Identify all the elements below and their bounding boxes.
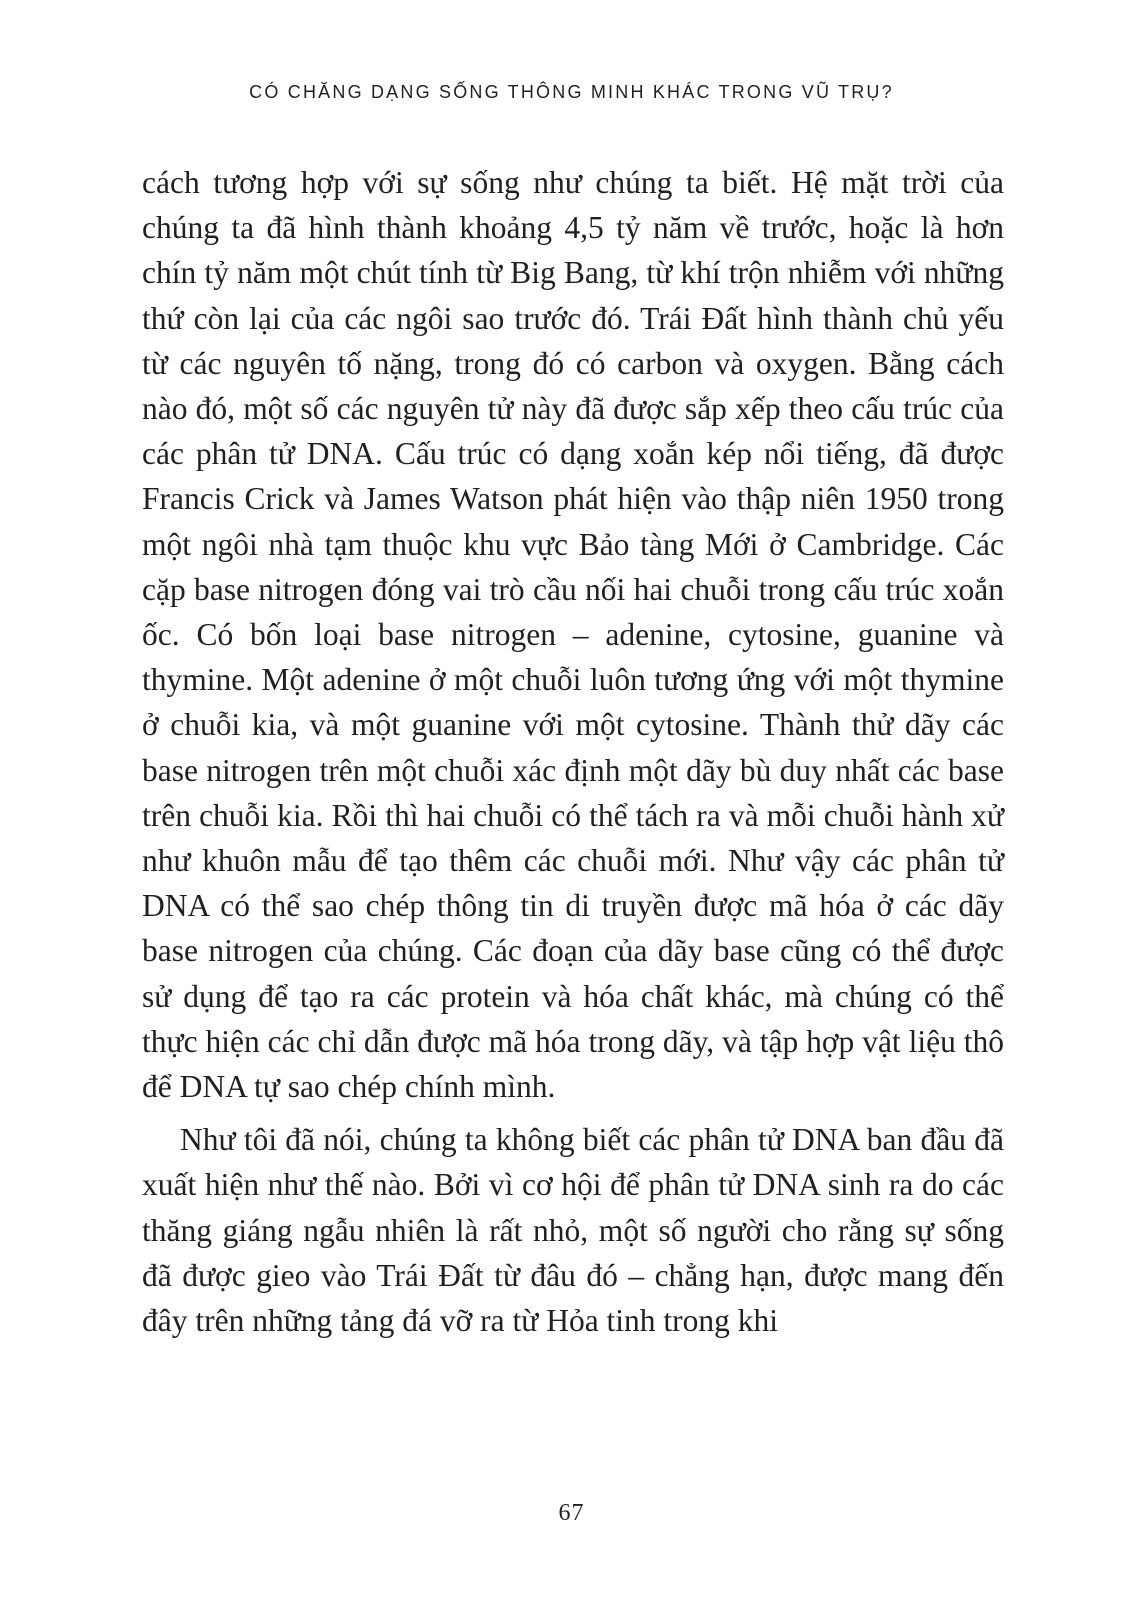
body-text [142, 160, 1004, 1343]
paragraph-continued: cách tương hợp với sự sống như chúng ta biết. Hệ mặt trời của chúng ta đã hình thành khoảng 4,5 tỷ năm về trước, hoặc là hơn chín tỷ năm một chút tính từ Big Bang, từ khí trộn nhiễm với những thứ còn lại của các ngôi sao trước đó. Trái Đất hình thành chủ yếu từ các nguyên tố nặng, trong đó có carbon và oxygen. Bằng cách nào đó, một số các nguyên tử này đã được sắp xếp theo cấu trúc của các phân tử DNA. Cấu trúc có dạng xoắn kép nổi tiếng, đã được Francis Crick và James Watson phát hiện vào thập niên 1950 trong một ngôi nhà tạm thuộc khu vực Bảo tàng Mới ở Cambridge. Các cặp base nitrogen đóng vai trò cầu nối hai chuỗi trong cấu trúc xoắn ốc. Có bốn loại base nitrogen – adenine, cytosine, guanine và thymine. Một adenine ở một chuỗi luôn tương ứng với một thymine ở chuỗi kia, và một guanine với một cytosine. Thành thử dãy các base nitrogen trên một chuỗi xác định một dãy bù duy nhất các base trên chuỗi kia. Rồi thì hai chuỗi có thể tách ra và mỗi chuỗi hành xử như khuôn mẫu để tạo thêm các chuỗi mới. Như vậy các phân tử DNA có thể sao chép thông tin di truyền được mã hóa ở các dãy base nitrogen của chúng. Các đoạn của dãy base cũng có thể được sử dụng để tạo ra các protein và hóa chất khác, mà chúng có thể thực hiện các chỉ dẫn được mã hóa trong dãy, và tập hợp vật liệu thô để DNA tự sao chép chính mình. [142, 165, 1004, 1105]
paragraph: Như tôi đã nói, chúng ta không biết các phân tử DNA ban đầu đã xuất hiện như thế nào. Bởi vì cơ hội để phân tử DNA sinh ra do các thăng giáng ngẫu nhiên là rất nhỏ, một số người cho rằng sự sống đã được gieo vào Trái Đất từ đâu đó – chẳng hạn, được mang đến đây trên những tảng đá vỡ ra từ Hỏa tinh trong khi [142, 1122, 1004, 1339]
running-header: CÓ CHĂNG DẠNG SỐNG THÔNG MINH KHÁC TRONG VŨ TRỤ? [249, 82, 894, 102]
page-number: 67 [558, 1500, 585, 1526]
